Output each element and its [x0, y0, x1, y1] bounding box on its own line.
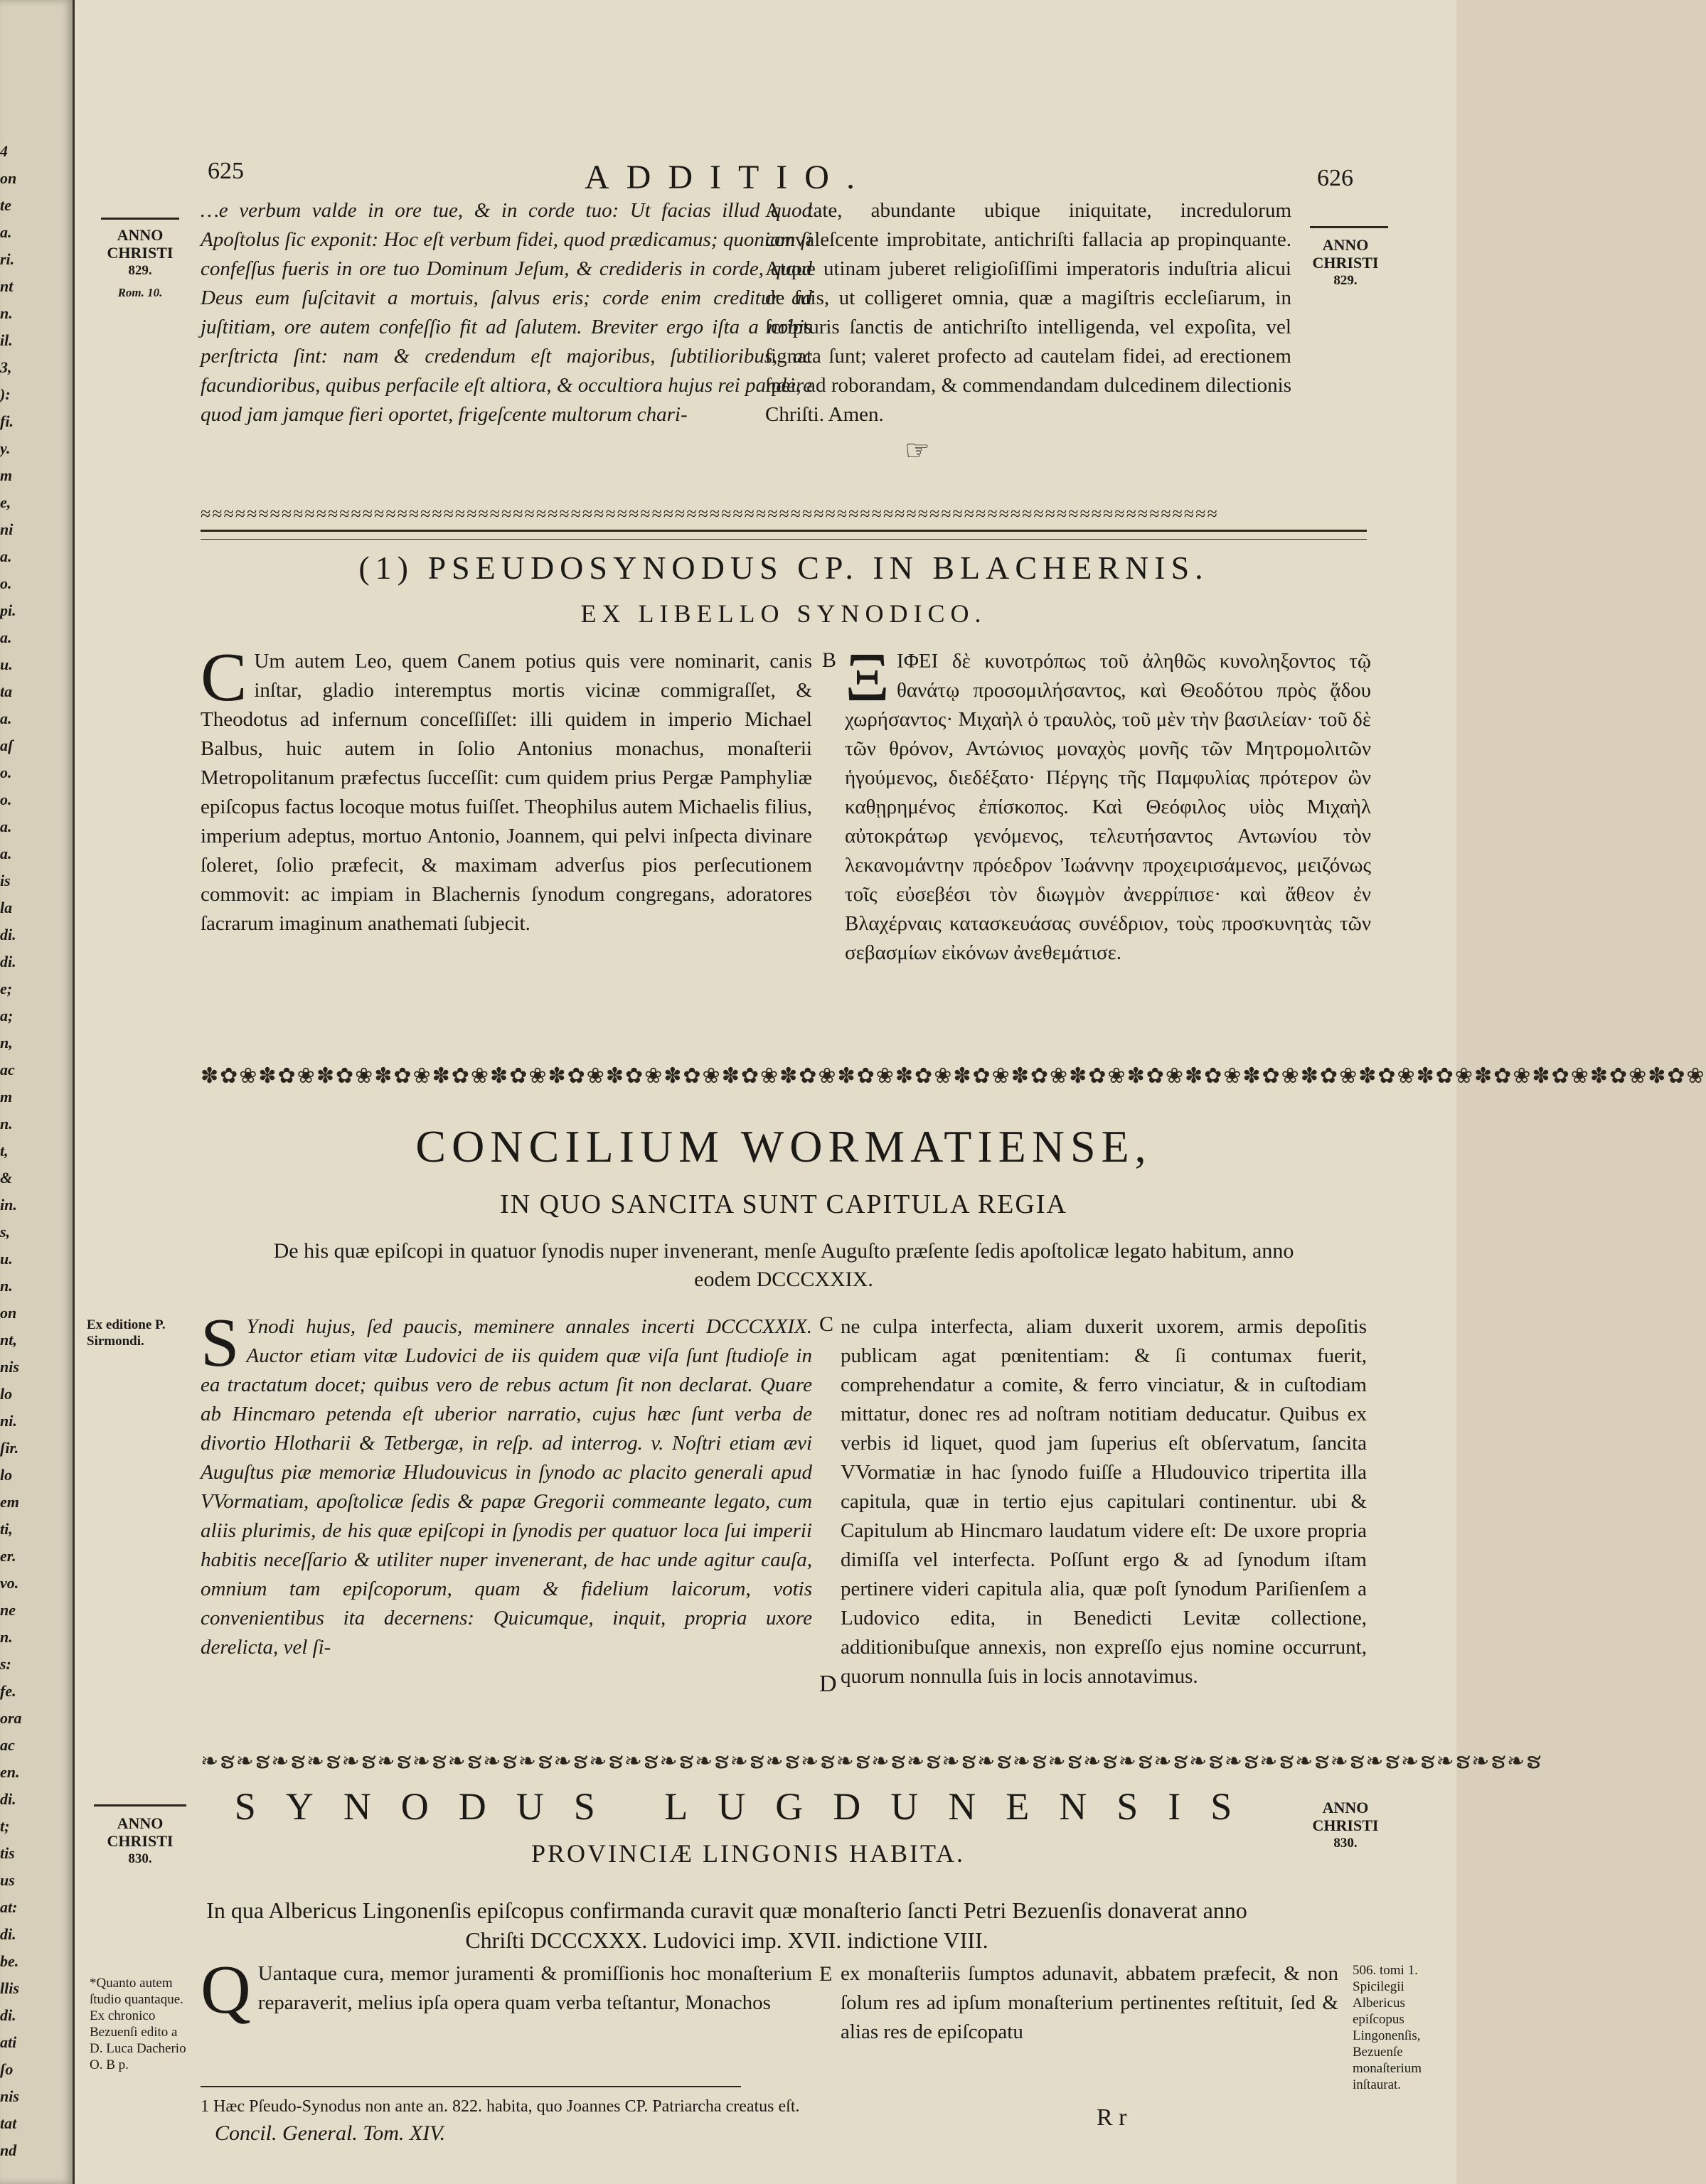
year-label: 829. [1333, 273, 1358, 288]
margin-letter-b: B [822, 648, 837, 672]
left-strip-fragment: u. [0, 655, 13, 673]
sec3-right-column: ne culpa interfecta, aliam duxerit uxorem, armis depoſitis publicam agat pœnitentiam: & ſi contumax fuerit, comprehendatur a comite, & ferro vinciatur, & in cuſtodiam mittatur, donec res ad noſtram notitiam deducatur. Quibus ex verbis id liquet, quod jam ſuperius eſt obſervatum, ſancita VVormatiæ in hac ſynodo fuiſſe a Hludouvico tripertita illa capitula, quæ in tertio ejus capitulari continentur. ubi & Capitulum ab Hincmaro laudatum videre eſt: De uxore propria dimiſſa vel interfecta. Poſſunt ergo & ad ſynodum iſtam pertinere videri capitula alia, quæ poſt ſynodum Pariſienſem a Ludovico edita, in Benedicti Levitæ collectione, additionibuſque annexis, non expreſſo ejus nomine occurrunt, quorum nonnulla ſuis in locis annotavimus. [841, 1315, 1367, 1688]
left-strip-fragment: ): [0, 385, 11, 403]
page-number-right: 626 [1317, 165, 1353, 191]
left-strip-fragment: ni. [0, 1412, 17, 1430]
page-content [80, 0, 1706, 2184]
left-strip-fragment: u. [0, 1250, 13, 1268]
sec4-right-column: ex monaſteriis ſumptos adunavit, abbatem præfecit, & non ſolum res ad ipſum monaſterium pertinentes reſtituit, ſed & alias res de epiſcopatu [841, 1962, 1338, 2043]
left-strip-fragment: ni [0, 520, 14, 538]
christi-label: CHRISTI [107, 244, 174, 262]
ornament-band-3: ❧ຮ❧ຮ❧ຮ❧ຮ❧ຮ❧ຮ❧ຮ❧ຮ❧ຮ❧ຮ❧ຮ❧ຮ❧ຮ❧ຮ❧ຮ❧ຮ❧ຮ❧ຮ❧ຮ❧ຮ❧ຮ❧ຮ❧ຮ❧ຮ❧ຮ❧ຮ❧ຮ❧ຮ❧ຮ❧ຮ❧ຮ❧ຮ❧ຮ❧ຮ❧ຮ❧ຮ❧ຮ❧ຮ [201, 1750, 1542, 1773]
left-strip-fragment: la [0, 899, 13, 916]
sec3-left-text: Ynodi hujus, ſed paucis, meminere annales incerti DCCCXXIX. Auctor etiam vitæ Ludovici de iis quidem quæ viſa ſunt ſtudioſe in ea tractatum docet; quibus vero de rebus actum ſit non declarat. Quare ab Hincmaro petenda eſt uberior narratio, cujus hæc ſunt verba de divortio Hlotharii & Tetbergæ, in reſp. ad interrog. v. Noſtri etiam ævi Auguſtus piæ memoriæ Hludouvicus in ſynodo ac placito generali apud VVormatiam, apoſtolicæ ſedis & papæ Gregorii commeante legato, cum aliis plurimis, de his quæ epiſcopi in ſynodis per quatuor loca ſui imperii habitis neceſſario & utiliter nuper invenerant, de hac unde agitur cauſa, omnium tam epiſcoporum, quam & fidelium laicorum, votis convenientibus ita decernens: Quicumque, inquit, propria uxore derelicta, vel ſi- [201, 1315, 812, 1659]
left-strip-fragment: di. [0, 953, 16, 970]
sec2-left-column [201, 639, 812, 938]
signature-line: Concil. General. Tom. XIV. [215, 2121, 446, 2145]
signature-mark: R r [1097, 2104, 1127, 2131]
sec1-left-column: …e verbum valde in ore tue, & in corde tuo: Ut facias illud quod Apoſtolus ſic exponit: Hoc eſt verbum fidei, quod prædicamus; quoniam ſi confeſſus fueris in ore tuo Dominum Jeſum, & credideris in corde, quod Deus eum ſuſcitavit a mortuis, ſalvus eris; corde enim creditur ad juſtitiam, ore autem confeſſio fit ad ſalutem. Breviter ergo iſta a nobis perſtricta ſint: nam & credendum eſt majoribus, ſubtilioribus, ac facundioribus, quibus perfacile eſt altiora, & occultiora hujus rei pandere quod jam jamque fieri oportet, frigeſcente multorum chari- [201, 199, 812, 426]
anno-label: ANNO [1322, 1799, 1369, 1816]
left-strip-fragment: y. [0, 439, 11, 457]
page-number-left: 625 [208, 158, 244, 184]
sec4-right-margin-note: 506. tomi 1. Spicilegii Albericus epiſcopus Lingonenſis, Bezuenſe monaſterium inſtaurat. [1353, 1963, 1422, 2092]
christi-label: CHRISTI [1312, 254, 1379, 272]
left-strip-fragment: di. [0, 2006, 16, 2024]
christi-label: CHRISTI [1312, 1816, 1379, 1834]
left-strip-fragment: a. [0, 223, 12, 241]
sec2-right-column [845, 639, 1371, 968]
left-strip-fragment: us [0, 1871, 15, 1889]
left-strip-fragment: llis [0, 1979, 19, 1997]
year-label: 829. [128, 263, 152, 278]
anno-marker-top-right [1303, 236, 1388, 289]
left-strip-fragment: a. [0, 628, 12, 646]
left-strip-fragment: pi. [0, 601, 16, 619]
left-strip-fragment: t, [0, 1142, 9, 1160]
left-strip-fragment: a. [0, 547, 12, 565]
left-strip-fragment: lo [0, 1385, 13, 1403]
left-strip-fragment: tis [0, 1844, 15, 1862]
left-strip-fragment: ta [0, 682, 13, 700]
left-strip-fragment: n. [0, 304, 13, 322]
sec2-title: (1) PSEUDOSYNODUS CP. IN BLACHERNIS. [358, 550, 1209, 586]
left-strip-fragment: m [0, 1088, 13, 1106]
left-strip-fragment: il. [0, 331, 13, 349]
left-strip-fragment: vo. [0, 1574, 19, 1592]
margin-letter-e: E [819, 1962, 833, 1986]
left-strip-fragment: t; [0, 1817, 10, 1835]
left-strip-fragment: tat [0, 2114, 17, 2132]
left-strip-fragment: n, [0, 1034, 13, 1051]
left-strip-fragment: o. [0, 764, 12, 781]
dropcap-q: Q [201, 1952, 251, 2028]
anno-label: ANNO [117, 226, 164, 244]
margin-letter-c: C [819, 1312, 834, 1336]
left-strip-fragment: nis [0, 2087, 19, 2105]
left-strip-fragment: m [0, 466, 13, 484]
left-strip-fragment: em [0, 1493, 19, 1511]
running-title: ADDITIO. [585, 159, 872, 196]
left-strip-fragment: a. [0, 710, 12, 727]
left-strip-fragment: 3, [0, 358, 12, 376]
sec4-title: SYNODUS LUGDUNENSIS [234, 1785, 1262, 1828]
sec3-left-column [201, 1305, 812, 1662]
left-strip-fragment: ri. [0, 250, 15, 268]
year-label: 830. [1333, 1836, 1358, 1851]
sec2-subtitle: EX LIBELLO SYNODICO. [580, 599, 987, 628]
left-strip-fragment: n. [0, 1115, 13, 1133]
left-strip-fragment: s: [0, 1655, 11, 1673]
left-strip-fragment: e, [0, 493, 11, 511]
left-strip-fragment: ne [0, 1601, 16, 1619]
anno-label: ANNO [117, 1814, 164, 1832]
left-strip-fragment: ati [0, 2033, 17, 2051]
anno-rule-top-left [101, 218, 179, 220]
left-strip-fragment: o. [0, 791, 12, 808]
dropcap-xi: Ξ [845, 639, 890, 716]
left-strip-fragment: n. [0, 1628, 13, 1646]
left-strip-fragment: ti, [0, 1520, 13, 1538]
left-strip-fragment: be. [0, 1952, 19, 1970]
left-strip-fragment: aſ [0, 737, 14, 754]
left-strip-fragment: e; [0, 980, 13, 997]
left-strip-fragment: a; [0, 1007, 14, 1024]
left-strip-fragment: nd [0, 2141, 17, 2159]
dropcap-c: C [201, 639, 247, 716]
sec4-description: In qua Albericus Lingonenſis epiſcopus confirmanda curavit quæ monaſterio ſancti Petri Bezuenſis donaverat anno Chriſti DCCCXXX. Ludovici imp. XVII. indictione VIII. [206, 1897, 1247, 1953]
dropcap-s: S [201, 1305, 240, 1381]
ornament-band-1: ≈≈≈≈≈≈≈≈≈≈≈≈≈≈≈≈≈≈≈≈≈≈≈≈≈≈≈≈≈≈≈≈≈≈≈≈≈≈≈≈≈≈≈≈≈≈≈≈≈≈≈≈≈≈≈≈≈≈≈≈≈≈≈≈≈≈≈≈≈≈≈≈≈≈≈≈≈≈≈≈≈≈≈≈≈≈≈≈ [201, 503, 1219, 524]
left-strip-fragment: nt, [0, 1331, 17, 1349]
left-strip-fragment: n. [0, 1277, 13, 1295]
left-strip-fragment: a. [0, 818, 12, 835]
left-strip-fragment: & [0, 1169, 13, 1187]
sec3-title: CONCILIUM WORMATIENSE, [415, 1121, 1152, 1172]
anno-label: ANNO [1322, 236, 1369, 254]
left-strip-fragment: nis [0, 1358, 19, 1376]
left-strip-fragment: a. [0, 845, 12, 862]
left-strip-fragment: en. [0, 1763, 20, 1781]
left-strip-fragment: 4 [0, 142, 8, 160]
sec3-subtitle: IN QUO SANCITA SUNT CAPITULA REGIA [500, 1189, 1067, 1219]
hand-pointer-icon: ☞ [905, 434, 930, 466]
christi-label: CHRISTI [107, 1832, 174, 1850]
ornament-band-2: ✽✿❀✽✿❀✽✿❀✽✿❀✽✿❀✽✿❀✽✿❀✽✿❀✽✿❀✽✿❀✽✿❀✽✿❀✽✿❀✽✿❀✽✿❀✽✿❀✽✿❀✽✿❀✽✿❀✽✿❀✽✿❀✽✿❀✽✿❀✽✿❀✽✿❀✽✿❀ [201, 1064, 1706, 1088]
left-strip-fragment: is [0, 872, 11, 889]
anno-rule-top-right [1310, 226, 1388, 228]
sec3-margin-note: Ex editione P. Sirmondi. [87, 1317, 166, 1349]
anno-marker-bottom-left [94, 1814, 186, 1868]
sec4-left-text: Uantaque cura, memor juramenti & promiſſionis hoc monaſterium reparaverit, melius ipſa opera quam verba teſtantur, Monachos [257, 1962, 812, 2014]
left-strip-fragment: o. [0, 574, 12, 592]
margin-letter-d: D [819, 1671, 837, 1697]
left-strip-fragment: lo [0, 1466, 13, 1484]
anno-rule-bottom-left [94, 1804, 186, 1806]
left-strip-fragment: ac [0, 1061, 15, 1078]
left-strip-fragment: in. [0, 1196, 17, 1214]
left-strip-fragment: di. [0, 1790, 16, 1808]
left-strip-fragment: fe. [0, 1682, 16, 1700]
scripture-ref: Rom. 10. [117, 286, 163, 299]
left-strip-fragment: on [0, 1304, 17, 1322]
left-strip-fragment: di. [0, 1925, 16, 1943]
left-strip-fragment: at: [0, 1898, 18, 1916]
left-strip-fragment: di. [0, 926, 16, 943]
anno-marker-top-left [94, 226, 186, 301]
sec2-left-text: Um autem Leo, quem Canem potius quis vere nominarit, canis inſtar, gladio interemptus mortis vicinæ commigraſſet, & Theodotus ad infernum conceſſiſſet: illi quidem in imperio Michael Balbus, huic autem in ſolio Antonius monachus, monaſterii Metropolitanum præfectus ſucceſſit: cum quidem prius Pergæ Pamphyliæ epiſcopus factus locoque motus fuiſſet. Theophilus autem Michaelis filius, imperium adeptus, mortuo Antonio, Joannem, qui pelvi inſpecta divinare ſoleret, ſolio præfecit, & maximam adverſus pios perſecutionem commovit: ac impiam in Blachernis ſynodum congregans, adoratores ſacrarum imaginum anathemati ſubjecit. [201, 650, 812, 935]
section-rule-1 [201, 530, 1367, 540]
footnote-rule [201, 2086, 741, 2087]
sec4-subtitle: PROVINCIÆ LINGONIS HABITA. [531, 1839, 966, 1868]
left-strip-fragment: s, [0, 1223, 11, 1241]
left-strip-fragment: er. [0, 1547, 16, 1565]
previous-page-edge [0, 0, 75, 2184]
left-strip-fragment: ac [0, 1736, 15, 1754]
left-strip-fragment: ſir. [0, 1439, 19, 1457]
left-strip-fragment: ſo [0, 2060, 14, 2078]
footnote: 1 Hæc Pſeudo-Synodus non ante an. 822. habita, quo Joannes CP. Patriarcha creatus eſt. [201, 2097, 800, 2116]
year-label: 830. [128, 1851, 152, 1866]
left-strip-fragment: on [0, 169, 17, 187]
anno-marker-bottom-right [1303, 1799, 1388, 1852]
left-strip-fragment: ora [0, 1709, 22, 1727]
sec4-left-margin-note: *Quanto autem ſtudio quantaque. Ex chronico Bezuenſi edito a D. Luca Dacherio O. B p. [90, 1976, 186, 2072]
sec2-right-text: ΙΦΕΙ δὲ κυνοτρόπως τοῦ ἀληθῶς κυνοληξοντος τῷ θανάτῳ προσομιλήσαντος, καὶ Θεοδότου πρὸς ᾅδου χωρήσαντος· Μιχαὴλ ὁ τραυλὸς, τοῦ μὲν τὴν βασιλείαν· τοῦ δὲ τῶν θρόνον, Αντώνιος μοναχὸς μονῆς τῶν Μητρομολιτῶν ἡγούμενος, διεδέξατο· Πέργης τῆς Παμφυλίας πρότερον ὢν καθῃρημένος ἐπίσκοπος. Καὶ Θεόφιλος υἱὸς Μιχαὴλ αὐτοκράτωρ γενόμενος, τελευτήσαντος Αντωνίου τὸν λεκανομάντην πρόεδρον Ἰωάννην προχειρισάμενος, μειζόνως τοῖς εὐσεβέσι τὸν διωγμὸν ἀνερρίπισε· καὶ ἄθεον ἐν Βλαχέρναις κατασκευάσας συνέδριον, τοὺς προσκυνητὰς τῶν σεβασμίων εἰκόνων ἀνεθεμάτισε. [845, 650, 1371, 964]
left-strip-fragment: te [0, 196, 11, 214]
left-strip-fragment: nt [0, 277, 14, 295]
left-strip-fragment: fi. [0, 412, 14, 430]
sec1-right-column: A tate, abundante ubique iniquitate, incredulorum convaleſcente improbitate, antichriſti fallacia ap propinquante. Atque utinam juberet religioſiſſimi imperatoris induſtria alicui de ſuis, ut colligeret omnia, quæ a magiſtris eccleſiarum, in ſcripturis ſanctis de antichriſto intelligenda, vel expoſita, vel ſignata ſunt; valeret profecto ad cautelam fidei, ad erectionem ſpei, ad roborandam, & commendandam dulcedinem dilectionis Chriſti. Amen. [765, 199, 1291, 426]
sec4-left-column [201, 1952, 812, 2028]
sec3-description: De his quæ epiſcopi in quatuor ſynodis nuper invenerant, menſe Auguſto præſente ſedis apoſtolicæ legato habitum, anno eodem DCCCXXIX. [273, 1239, 1294, 1291]
